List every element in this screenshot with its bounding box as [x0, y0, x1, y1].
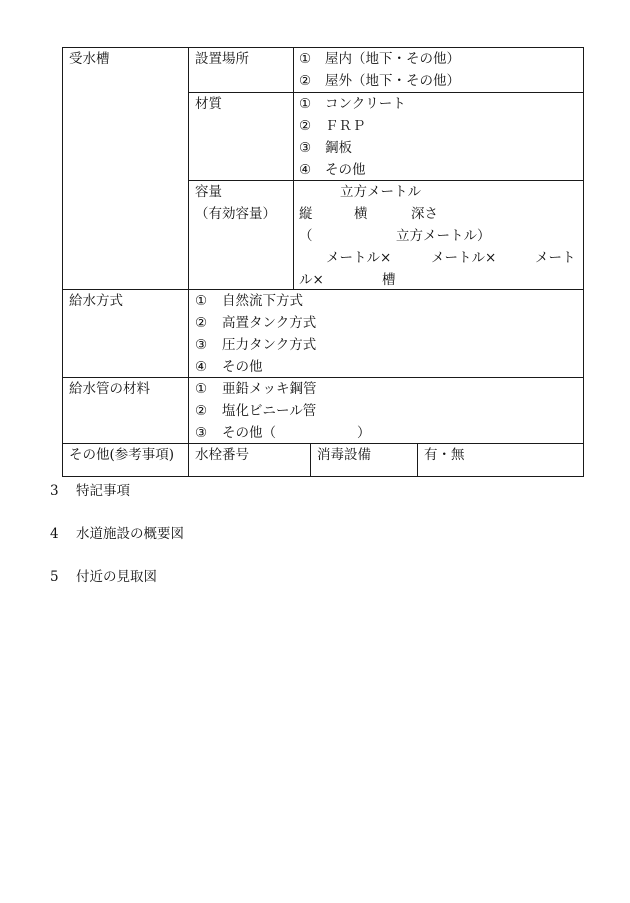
section-title: 付近の見取図 — [76, 569, 157, 585]
option-number: ④ — [299, 162, 312, 178]
option-text: 屋外（地下・その他） — [325, 73, 460, 89]
location-option — [299, 48, 583, 70]
water-facility-table — [62, 47, 584, 477]
option-number: ④ — [195, 359, 208, 375]
option-number: ③ — [195, 337, 208, 353]
capacity-tank-count-line — [294, 269, 583, 290]
option-number: ① — [299, 51, 312, 67]
section-vicinity-map — [50, 566, 350, 588]
option-number: ① — [195, 293, 208, 309]
location-options — [294, 48, 584, 93]
option-text: その他（ ） — [222, 425, 371, 441]
capacity-label-cell — [189, 181, 294, 290]
section-title: 水道施設の概要図 — [76, 526, 184, 542]
pipe-material-option — [195, 378, 583, 400]
meter-times: メートル× — [431, 250, 497, 266]
material-option — [299, 93, 583, 115]
option-text: 圧力タンク方式 — [222, 337, 317, 353]
option-text: その他 — [222, 359, 263, 375]
faucet-number-label: 水栓番号 — [189, 444, 311, 477]
option-number: ③ — [195, 425, 208, 441]
disinfection-label: 消毒設備 — [311, 444, 418, 477]
option-text: 自然流下方式 — [222, 293, 303, 309]
volume-unit-close: 立方メートル） — [396, 228, 491, 244]
supply-method-option — [195, 290, 583, 312]
capacity-paren-line — [294, 225, 583, 247]
section-title: 特記事項 — [76, 483, 130, 499]
location-label: 設置場所 — [189, 48, 294, 93]
meter-wrap-end: ル× — [299, 272, 324, 288]
section-special-notes — [50, 480, 350, 502]
capacity-sublabel: （有効容量） — [195, 206, 276, 222]
capacity-meters-line — [294, 247, 583, 269]
width-label: 横 — [354, 206, 368, 222]
section-number: 3 — [50, 483, 59, 499]
option-number: ② — [195, 403, 208, 419]
pipe-material-label: 給水管の材料 — [63, 378, 189, 444]
material-label: 材質 — [189, 93, 294, 181]
length-label: 縦 — [299, 206, 313, 222]
other-notes-label: その他(参考事項) — [63, 444, 189, 477]
material-option — [299, 137, 583, 159]
option-text: 塩化ビニール管 — [222, 403, 317, 419]
supply-method-option — [195, 356, 583, 378]
option-text: 亜鉛メッキ鋼管 — [222, 381, 317, 397]
capacity-label: 容量 — [195, 184, 222, 200]
paren-open: （ — [299, 228, 313, 244]
section-facility-overview — [50, 523, 350, 545]
supply-method-option — [195, 334, 583, 356]
option-number: ③ — [299, 140, 312, 156]
material-option — [299, 159, 583, 181]
section-number: 4 — [50, 526, 59, 542]
capacity-volume-line — [294, 181, 583, 203]
option-number: ② — [299, 73, 312, 89]
option-number: ① — [299, 96, 312, 112]
supply-method-options — [189, 290, 584, 378]
supply-method-label: 給水方式 — [63, 290, 189, 378]
material-option — [299, 115, 583, 137]
option-text: その他 — [325, 162, 366, 178]
depth-label: 深さ — [411, 206, 438, 222]
meter-wrap: メート — [535, 250, 576, 266]
meter-times: メートル× — [326, 250, 392, 266]
option-text: コンクリート — [325, 96, 406, 112]
option-text: 屋内（地下・その他） — [325, 51, 460, 67]
section-number: 5 — [50, 569, 59, 585]
option-number: ② — [299, 118, 312, 134]
tank-count-unit: 槽 — [382, 272, 396, 288]
pipe-material-option — [195, 422, 583, 444]
option-text: ＦＲＰ — [325, 118, 366, 134]
option-text: 高置タンク方式 — [222, 315, 317, 331]
volume-unit: 立方メートル — [340, 184, 421, 200]
water-tank-label: 受水槽 — [63, 48, 189, 290]
location-option — [299, 70, 583, 92]
pipe-material-options — [189, 378, 584, 444]
supply-method-option — [195, 312, 583, 334]
disinfection-value: 有・無 — [418, 444, 584, 477]
option-number: ① — [195, 381, 208, 397]
capacity-fields — [294, 181, 584, 290]
option-number: ② — [195, 315, 208, 331]
pipe-material-option — [195, 400, 583, 422]
option-text: 鋼板 — [325, 140, 352, 156]
material-options — [294, 93, 584, 181]
capacity-dimension-line — [294, 203, 583, 225]
